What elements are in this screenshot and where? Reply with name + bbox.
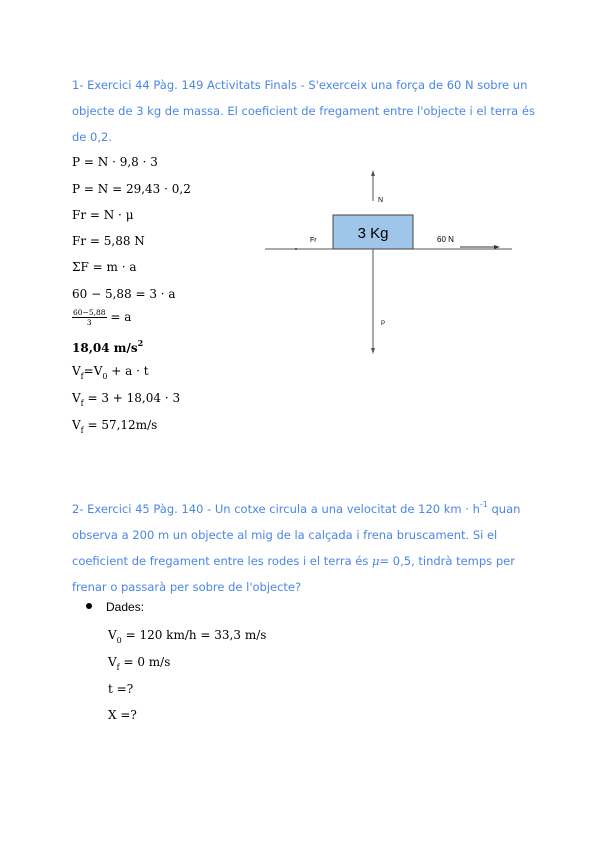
weight-label: P — [381, 321, 386, 327]
normal-arrowhead — [371, 170, 375, 176]
fraction: $\frac{60-5,88}{3}$ — [73, 308, 106, 327]
equation-velocity-values: $V_f = 3 + 18,04 \cdot 3$ — [72, 391, 181, 408]
exercise-2-statement: 2- Exercici 45 Pàg. 140 - Un cotxe circula a una velocitat de 120 km · $h^{-1}$ quan observa a 200 m un objecte al mig de la calçada i frena bruscament. Si el coeficient de fregament entre les rodes i el terra és μ= 0,5, tindrà temps per frenar o passarà per sobre de l'objecte? — [72, 500, 521, 594]
equation-weight: P = N · 9,8 · 3 — [72, 155, 158, 169]
equation-friction-formula: Fr = N · μ — [72, 208, 134, 222]
friction-label: Fr — [310, 237, 317, 244]
weight-arrowhead — [371, 348, 375, 354]
given-final-velocity: $V_f = 0$ m/s — [108, 655, 171, 672]
equation-acceleration-fraction: $\frac{60-5,88}{3}$ = a — [73, 308, 132, 327]
equation-velocity-result: $V_f = 57,12m/s$ — [72, 418, 158, 435]
data-label: Dades: — [106, 600, 145, 614]
normal-label: N — [378, 197, 384, 204]
applied-force-label: 60 N — [437, 235, 454, 244]
block-label: 3 Kg — [357, 225, 389, 242]
equation-acceleration-result: 18,04 $m/s^2$ — [72, 338, 144, 355]
unknown-distance: X =? — [108, 708, 137, 722]
equation-normal: P = N = 29,43 · 0,2 — [72, 182, 191, 196]
equation-velocity-formula: $V_f=V_0 + a \cdot t$ — [72, 364, 149, 381]
equation-net-force: ΣF = m · a — [72, 260, 137, 274]
equation-friction-value: Fr = 5,88 N — [72, 234, 145, 248]
applied-force-arrowhead — [494, 245, 500, 249]
bullet-icon — [86, 603, 92, 609]
exercise-1-statement: 1- Exercici 44 Pàg. 149 Activitats Finals - S'exerceix una força de 60 N sobre un objecte de 3 kg de massa. El coeficient de fregament entre l'objecte i el terra és de 0,2. — [72, 78, 535, 144]
given-initial-velocity: $V_0 = 120$ km/h = 33,3 m/s — [108, 628, 267, 645]
unknown-time: t =? — [108, 682, 134, 696]
force-diagram — [260, 168, 520, 358]
friction-dot — [295, 248, 297, 250]
equation-net-force-values: 60 − 5,88 = 3 · a — [72, 287, 176, 301]
